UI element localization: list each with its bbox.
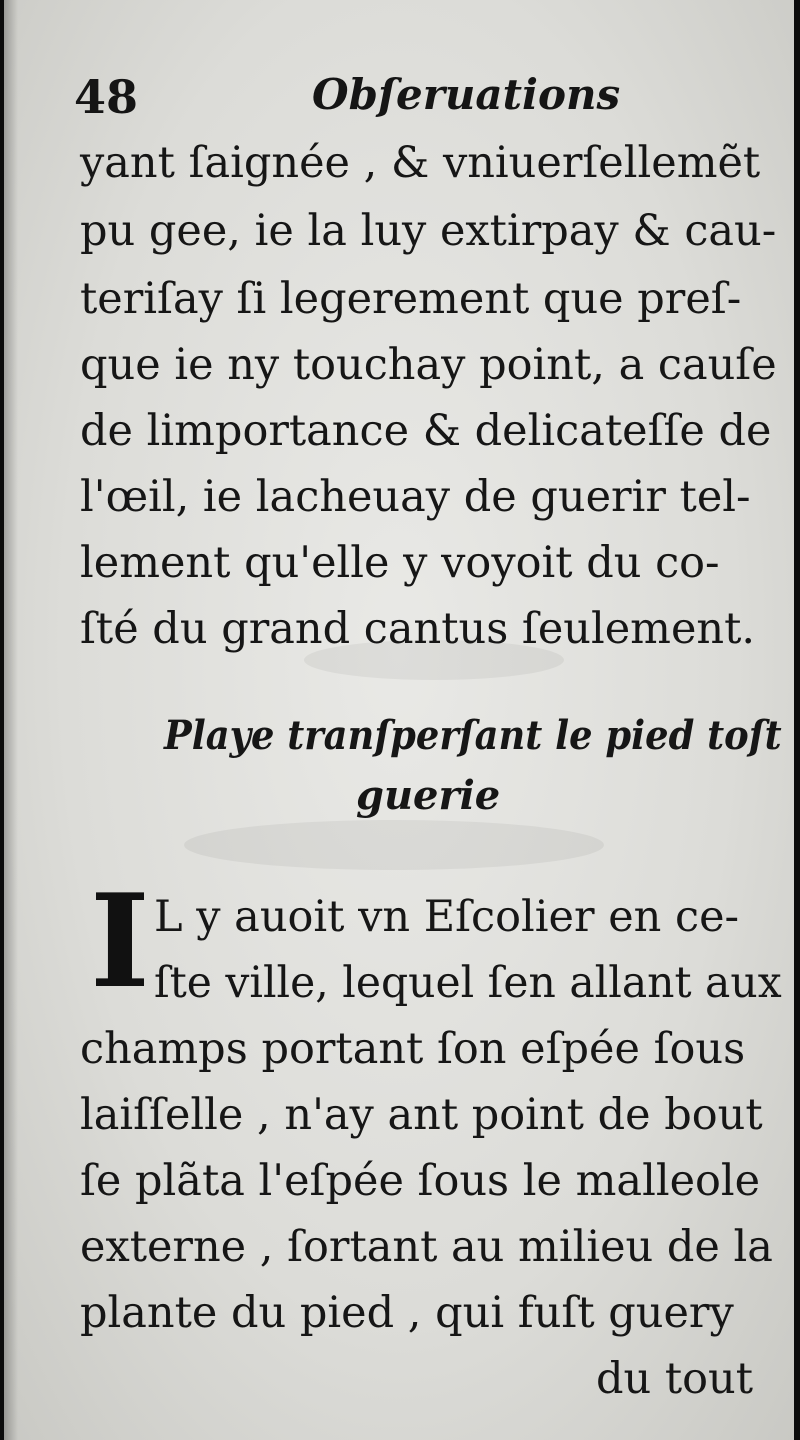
- paragraph2-line: ſe plãta l'eſpée ſous le malleole: [80, 1156, 761, 1206]
- page-number: 48: [74, 70, 139, 124]
- paragraph1-line: de limportance & delicateſſe de: [80, 406, 772, 456]
- paragraph2-line: externe , ſortant au milieu de la: [80, 1222, 773, 1272]
- ink-bleed-smudge: [184, 820, 604, 870]
- section-heading: Playe tranſperſant le pied toſt: [164, 712, 782, 759]
- paragraph1-line: lement qu'elle y voyoit du co-: [80, 538, 720, 588]
- catchword-line: du tout: [596, 1354, 754, 1404]
- paragraph2-line: champs portant ſon eſpée ſous: [80, 1024, 746, 1074]
- paragraph1-line: que ie ny touchay point, a cauſe: [80, 340, 777, 390]
- paragraph1-line: teriſay ſi legerement que preſ-: [80, 274, 742, 324]
- book-page: [4, 0, 794, 1440]
- paragraph1-line: pu gee, ie la luy extirpay & cau-: [80, 206, 777, 256]
- page-edge-shadow: [4, 0, 18, 1440]
- paragraph1-line: ſté du grand cantus ſeulement.: [80, 604, 756, 654]
- drop-cap: I: [90, 867, 150, 1017]
- paragraph2-line: ſte ville, lequel ſen allant aux: [154, 958, 782, 1008]
- running-title: Obſeruations: [312, 70, 621, 119]
- paragraph1-line: l'œil, ie lacheuay de guerir tel-: [80, 472, 751, 522]
- section-heading-continued: guerie: [356, 772, 501, 819]
- paragraph1-line: yant ſaignée , & vniuerſellemẽt: [80, 138, 761, 188]
- paragraph2-line: laiſſelle , n'ay ant point de bout: [80, 1090, 763, 1140]
- paragraph2-line: plante du pied , qui fuſt guery: [80, 1288, 734, 1338]
- paragraph2-line: L y auoit vn Eſcolier en ce-: [154, 892, 740, 942]
